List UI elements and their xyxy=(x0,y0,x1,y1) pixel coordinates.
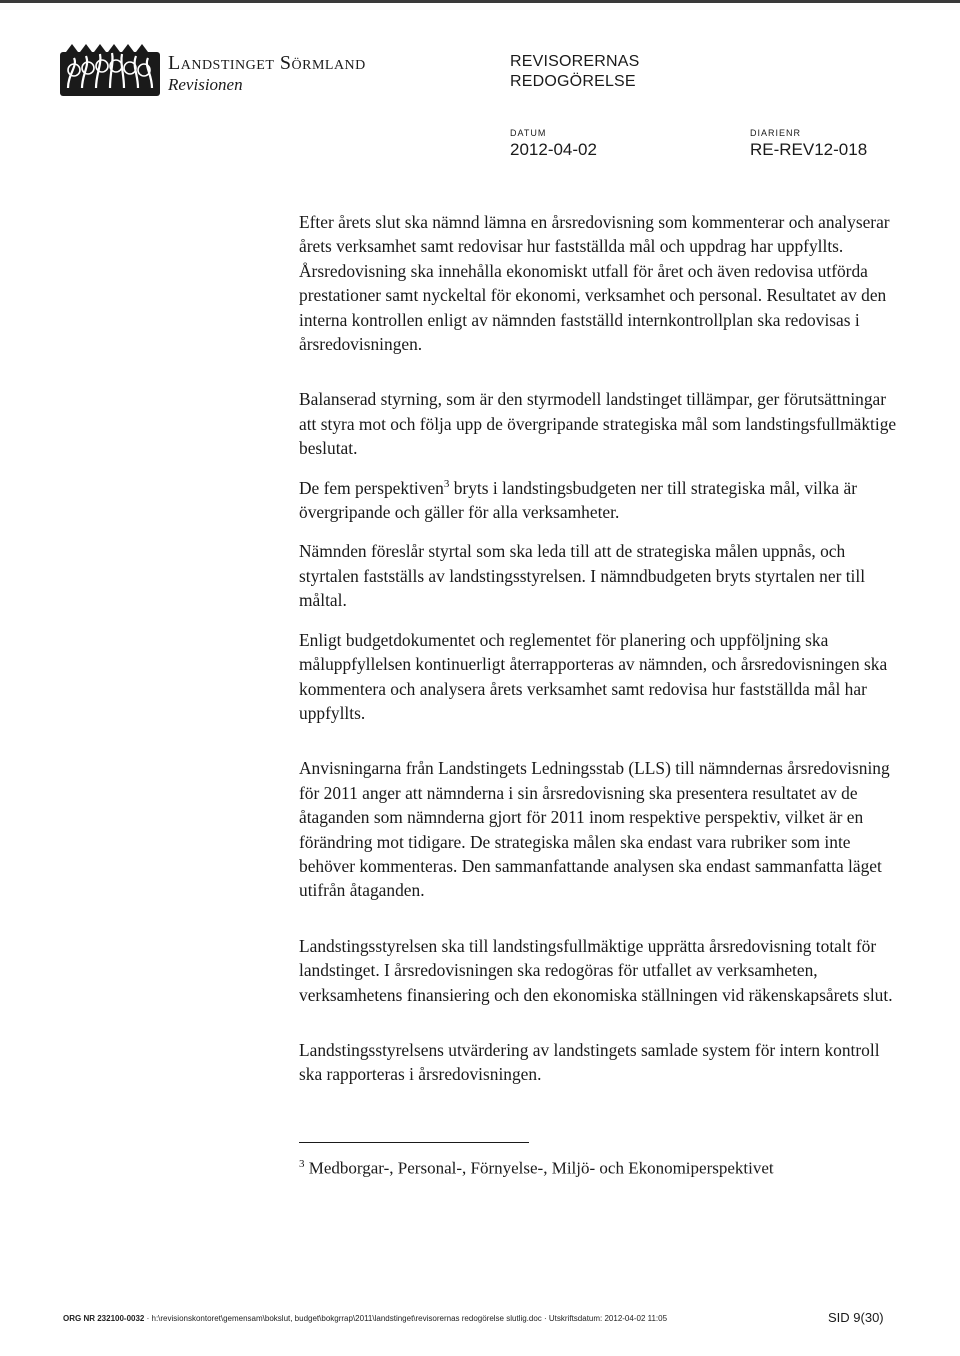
document-type xyxy=(510,52,640,92)
diary-number-value: RE-REV12-018 xyxy=(750,140,868,159)
paragraph-targets: Nämnden föreslår styrtal som ska leda till att de strategiska målen uppnås, och styrtalen fastställs av landstingsstyrelsen. I nämndbudgeten bryts styrtalen ner till måltal. xyxy=(299,541,866,611)
paragraph-lls-instructions: Anvisningarna från Landstingets Ledningsstab (LLS) till nämndernas årsredovisning för 2011 anger att nämnderna i sin årsredovisning ska presentera resultatet av de åtaganden som nämnderna gjort för 2011 inom respektive perspektiv, vilket är en förändring mot tidigare. De strategiska målen ska endast vara rubriker som inte behöver kommenteras. Den sammanfattande analysen ska endast sammanfatta läget utifrån åtaganden. xyxy=(299,758,890,901)
top-rule xyxy=(0,0,960,3)
page-number: SID 9(30) xyxy=(828,1310,884,1325)
paragraph-internal-control: Landstingsstyrelsens utvärdering av landstingets samlade system för intern kontroll ska rapporteras i årsredovisningen. xyxy=(299,1039,880,1085)
footnote-divider xyxy=(299,1142,529,1143)
org-name: Landstinget Sörmland xyxy=(168,52,366,74)
paragraph-county-board: Landstingsstyrelsen ska till landstingsfullmäktige upprätta årsredovisning totalt för landstinget. I årsredovisningen ska redogöras för utfallet av verksamheten, verksamhetens finansiering och den ekonomiska ställningen vid räkenskapsårets slut. xyxy=(299,935,893,1005)
document-type-line2: REDOGÖRELSE xyxy=(510,73,636,90)
paragraph-balanced-scorecard: Balanserad styrning, som är den styrmodell landstinget tillämpar, ger förutsättningar att styra mot och följa upp de övergripande strategiska mål som landstingsfullmäktige beslutat. xyxy=(299,389,897,459)
perspectives-text-end: bryts i landstingsbudgeten ner till strategiska mål, vilka är övergripande och gäller för alla verksamheter. xyxy=(299,477,858,523)
perspectives-text-start: De fem perspektiven xyxy=(299,477,444,498)
footnote-text: Medborgar-, Personal-, Förnyelse-, Miljö- och Ekonomiperspektivet xyxy=(304,1158,774,1178)
footer-org-number: ORG NR 232100-0032 xyxy=(63,1314,145,1323)
paragraph-perspectives xyxy=(299,476,899,525)
landstinget-logo-icon xyxy=(60,44,160,96)
footnote xyxy=(299,1158,774,1179)
footnote-reference: 3 xyxy=(443,477,450,490)
org-subtitle: Revisionen xyxy=(168,75,243,94)
paragraph-annual-report: Efter årets slut ska nämnd lämna en årsredovisning som kommenterar och analyserar årets verksamhet samt redovisar hur fastställda mål och uppdrag har uppfyllts. Årsredovisning ska innehålla ekonomiskt utfall för året och även redovisa utförda prestationer samt nyckeltal för ekonomi, verksamhet och personal. Resultatet av den interna kontrollen enligt av nämnden fastställd internkontrollplan ska redovisas i årsredovisningen. xyxy=(299,212,890,355)
footer-print-info xyxy=(63,1314,667,1323)
paragraph-budget-document: Enligt budgetdokumentet och reglementet för planering och uppföljning ska måluppfyllelsen kontinuerligt återrapporteras av nämnden, och årsredovisningen ska kommentera och analysera årets verksamhet samt redovisa hur fastställda mål har uppfyllts. xyxy=(299,629,888,723)
footnote-number: 3 xyxy=(299,1158,305,1170)
body-text xyxy=(299,210,899,1102)
date-label: DATUM xyxy=(510,128,547,138)
footer-file-path: · h:\revisionskontoret\gemensam\bokslut, budget\bokgrrap\2011\landstinget\revisorernas redogörelse slutlig.doc · Utskriftsdatum: 2012-04-02 11:05 xyxy=(144,1314,668,1323)
diary-number-label: DIARIENR xyxy=(750,128,802,138)
date-value: 2012-04-02 xyxy=(510,140,597,159)
document-type-line1: REVISORERNAS xyxy=(510,53,640,70)
